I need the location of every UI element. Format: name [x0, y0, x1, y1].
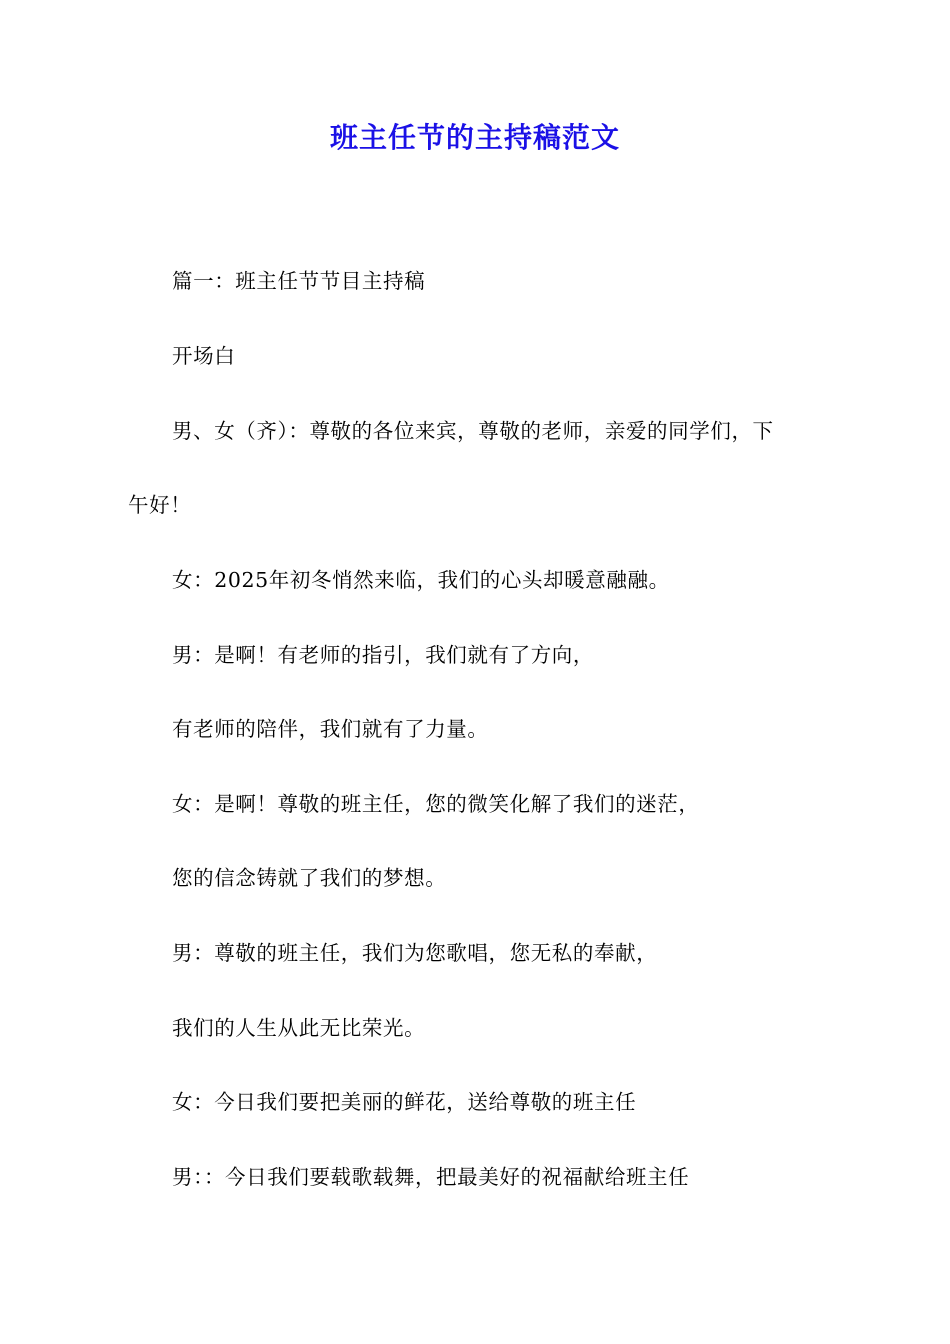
paragraph: 男：：今日我们要载歌载舞，把最美好的祝福献给班主任 — [172, 1165, 690, 1189]
paragraph: 有老师的陪伴，我们就有了力量。 — [172, 717, 489, 741]
section-heading: 篇一：班主任节节目主持稿 — [172, 269, 426, 293]
paragraph: 您的信念铸就了我们的梦想。 — [172, 866, 447, 890]
document-title: 班主任节的主持稿范文 — [329, 121, 620, 154]
paragraph: 男：是啊！有老师的指引，我们就有了方向， — [172, 643, 594, 667]
paragraph: 女：2025年初冬悄然来临，我们的心头却暖意融融。 — [172, 568, 670, 592]
paragraph: 我们的人生从此无比荣光。 — [172, 1016, 426, 1040]
paragraph: 男、女（齐）：尊敬的各位来宾，尊敬的老师，亲爱的同学们，下 — [172, 419, 774, 443]
paragraph: 女：是啊！尊敬的班主任，您的微笑化解了我们的迷茫， — [172, 792, 700, 816]
paragraph: 开场白 — [172, 344, 236, 368]
paragraph: 男：尊敬的班主任，我们为您歌唱，您无私的奉献， — [172, 941, 658, 965]
paragraph: 女：今日我们要把美丽的鲜花，送给尊敬的班主任 — [172, 1090, 637, 1114]
paragraph-continuation: 午好！ — [128, 493, 192, 517]
